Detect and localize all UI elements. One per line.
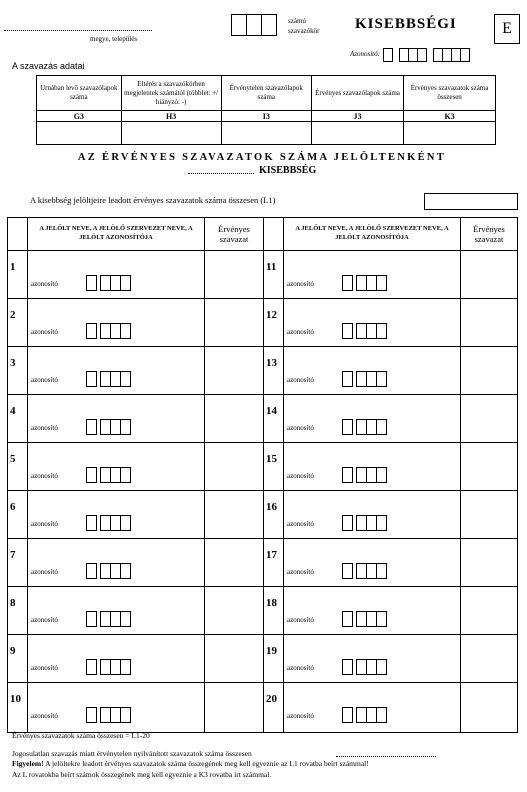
azonosito-label: azonosító [287,328,314,336]
form-title: KISEBBSÉGI [355,16,457,32]
azonosito-label: azonosító [31,472,58,480]
code-i3: I3 [221,111,311,122]
form-letter: E [502,20,512,37]
section-title: AZ ÉRVÉNYES SZAVAZATOK SZÁMA JELÖLTENKÉNT [77,152,447,163]
candidate-id-boxes[interactable] [87,419,131,435]
candidate-vote-field[interactable] [205,395,259,439]
candidate-number: 7 [10,549,16,561]
szavazokor-label: számú szavazókör [288,17,320,35]
candidate-id-boxes[interactable] [343,371,387,387]
telepules-line[interactable] [4,22,152,31]
col-label-j3: Érvényes szavazólapok száma [311,76,403,111]
candidate-number: 17 [266,549,277,561]
candidate-name-field[interactable] [29,301,201,323]
col-label-g3: Urnában levő szavazólapok száma [37,76,122,111]
candidate-number: 9 [10,645,16,657]
azonosito-label: azonosító [31,328,58,336]
candidate-vote-field[interactable] [461,395,515,439]
candidate-name-field[interactable] [29,637,201,659]
candidate-id-boxes[interactable] [343,707,387,723]
azonosito-label: azonosító [287,376,314,384]
candidate-id-boxes[interactable] [87,371,131,387]
col-header-ervenyes-right: Érvényes szavazat [473,224,505,244]
adatok-title: A szavazás adatai [12,61,85,71]
candidate-id-boxes[interactable] [87,467,131,483]
candidate-id-boxes[interactable] [343,611,387,627]
candidate-name-field[interactable] [285,253,457,275]
col-header-left: A JELÖLT NEVE, A JELÖLŐ SZERVEZET NEVE, A JELÖLT AZONOSÍTÓJA [39,225,193,241]
candidate-vote-field[interactable] [461,443,515,487]
candidate-id-boxes[interactable] [343,275,387,291]
azonosito-label: azonosító [287,424,314,432]
candidate-id-boxes[interactable] [343,419,387,435]
footer-jogosulatlan: Jogosulatlan szavazás miatt érvénytelen nyilvánított szavazatok száma összesen [12,749,252,758]
candidate-vote-field[interactable] [461,251,515,295]
candidate-number: 2 [10,309,16,321]
candidate-number: 11 [266,261,277,273]
azonosito-boxes[interactable] [384,48,470,62]
kisebbseg-line[interactable] [188,172,254,174]
candidate-vote-field[interactable] [205,539,259,583]
value-i3[interactable] [221,122,311,145]
megye-telepules-label: megye, település [90,35,138,43]
value-k3[interactable] [404,122,496,145]
value-h3[interactable] [121,122,221,145]
azonosito-label: azonosító [31,712,58,720]
candidate-number: 18 [266,597,277,609]
l1-value-box[interactable] [424,193,518,210]
azonosito-label: azonosító [287,616,314,624]
col-label-h3: Eltérés a szavazókörben megjelentek számától (többlet: +/ hiányzó: -) [121,76,221,111]
azonosito-label: azonosító [287,568,314,576]
candidate-name-field[interactable] [285,589,457,611]
candidate-name-field[interactable] [29,349,201,371]
szavazokor-boxes[interactable] [232,14,277,36]
col-header-ervenyes-left: Érvényes szavazat [218,224,250,244]
azonosito-label: azonosító [31,664,58,672]
col-header-right: A JELÖLT NEVE, A JELÖLŐ SZERVEZET NEVE, A JELÖLT AZONOSÍTÓJA [295,225,449,241]
l1-label: A kisebbség jelöltjeire leadott érvényes szavazatok száma összesen (L1) [30,195,276,205]
azonosito-label: azonosító [31,616,58,624]
candidate-vote-field[interactable] [205,443,259,487]
azonosito-label: azonosító [31,568,58,576]
candidate-number: 10 [10,693,21,705]
azonosito-label: azonosító [31,520,58,528]
candidate-vote-field[interactable] [461,491,515,535]
candidate-id-boxes[interactable] [87,563,131,579]
candidate-id-boxes[interactable] [343,515,387,531]
candidate-vote-field[interactable] [205,347,259,391]
candidate-name-field[interactable] [29,541,201,563]
value-g3[interactable] [37,122,122,145]
candidate-name-field[interactable] [285,493,457,515]
candidate-number: 6 [10,501,16,513]
azonosito-label: azonosító [31,424,58,432]
candidate-id-boxes[interactable] [343,659,387,675]
adatok-table [36,75,496,145]
candidate-vote-field[interactable] [461,635,515,679]
candidate-vote-field[interactable] [205,299,259,343]
candidate-number: 3 [10,357,16,369]
section-subtitle: KISEBBSÉG [259,165,317,176]
candidate-id-boxes[interactable] [87,515,131,531]
col-label-k3: Érvényes szavazatok száma összesen [404,76,496,111]
figyelem-label: Figyelem! [12,759,44,768]
candidate-name-field[interactable] [29,445,201,467]
code-k3: K3 [404,111,496,122]
azonosito-label: azonosító [287,472,314,480]
candidate-name-field[interactable] [29,685,201,707]
candidate-number: 20 [266,693,277,705]
candidate-vote-field[interactable] [205,587,259,631]
candidate-id-boxes[interactable] [343,467,387,483]
candidate-name-field[interactable] [285,637,457,659]
figyelem-text: A jelöltekre leadott érvényes szavazatok száma összegének meg kell egyeznie az L1 rovatba beírt számmal! [43,759,369,768]
azonosito-label: azonosító [31,376,58,384]
footer-figyelem [12,759,369,768]
code-g3: G3 [37,111,122,122]
candidate-vote-field[interactable] [205,491,259,535]
code-h3: H3 [121,111,221,122]
candidate-number: 19 [266,645,277,657]
footer-note: Az L rovatokba beírt számok összegének meg kell egyeznie a K3 rovatba írt számmal. [12,770,272,779]
candidate-vote-field[interactable] [205,635,259,679]
candidate-vote-field[interactable] [205,251,259,295]
candidate-number: 8 [10,597,16,609]
code-j3: J3 [311,111,403,122]
candidate-id-boxes[interactable] [87,707,131,723]
candidate-vote-field[interactable] [461,347,515,391]
candidate-number: 14 [266,405,277,417]
candidate-id-boxes[interactable] [87,659,131,675]
candidate-number: 4 [10,405,16,417]
candidate-id-boxes[interactable] [343,563,387,579]
azonosito-label: azonosító [287,664,314,672]
candidate-name-field[interactable] [285,445,457,467]
candidate-name-field[interactable] [29,493,201,515]
candidate-number: 16 [266,501,277,513]
candidate-id-boxes[interactable] [87,275,131,291]
candidate-name-field[interactable] [29,589,201,611]
candidate-id-boxes[interactable] [87,611,131,627]
candidate-name-field[interactable] [285,685,457,707]
azonosito-label: Azonosító: [350,50,380,58]
candidate-id-boxes[interactable] [87,323,131,339]
azonosito-label: azonosító [287,280,314,288]
candidate-vote-field[interactable] [461,587,515,631]
candidate-number: 12 [266,309,277,321]
candidate-number: 1 [10,261,16,273]
jogosulatlan-line[interactable] [336,755,436,757]
azonosito-label: azonosító [287,520,314,528]
footer-total: Érvényes szavazatok száma összesen = L1-20 [12,731,150,740]
candidate-name-field[interactable] [285,301,457,323]
azonosito-label: azonosító [287,712,314,720]
value-j3[interactable] [311,122,403,145]
candidate-name-field[interactable] [29,397,201,419]
candidate-name-field[interactable] [285,349,457,371]
candidate-name-field[interactable] [285,397,457,419]
candidate-name-field[interactable] [29,253,201,275]
form-letter-box [494,14,520,44]
candidate-vote-field[interactable] [461,683,515,727]
candidate-number: 5 [10,453,16,465]
candidate-vote-field[interactable] [461,299,515,343]
col-label-i3: Érvénytelen szavazólapok száma [221,76,311,111]
azonosito-label: azonosító [31,280,58,288]
candidate-number: 13 [266,357,277,369]
candidate-name-field[interactable] [285,541,457,563]
candidate-id-boxes[interactable] [343,323,387,339]
candidate-number: 15 [266,453,277,465]
candidate-vote-field[interactable] [205,683,259,727]
candidate-vote-field[interactable] [461,539,515,583]
